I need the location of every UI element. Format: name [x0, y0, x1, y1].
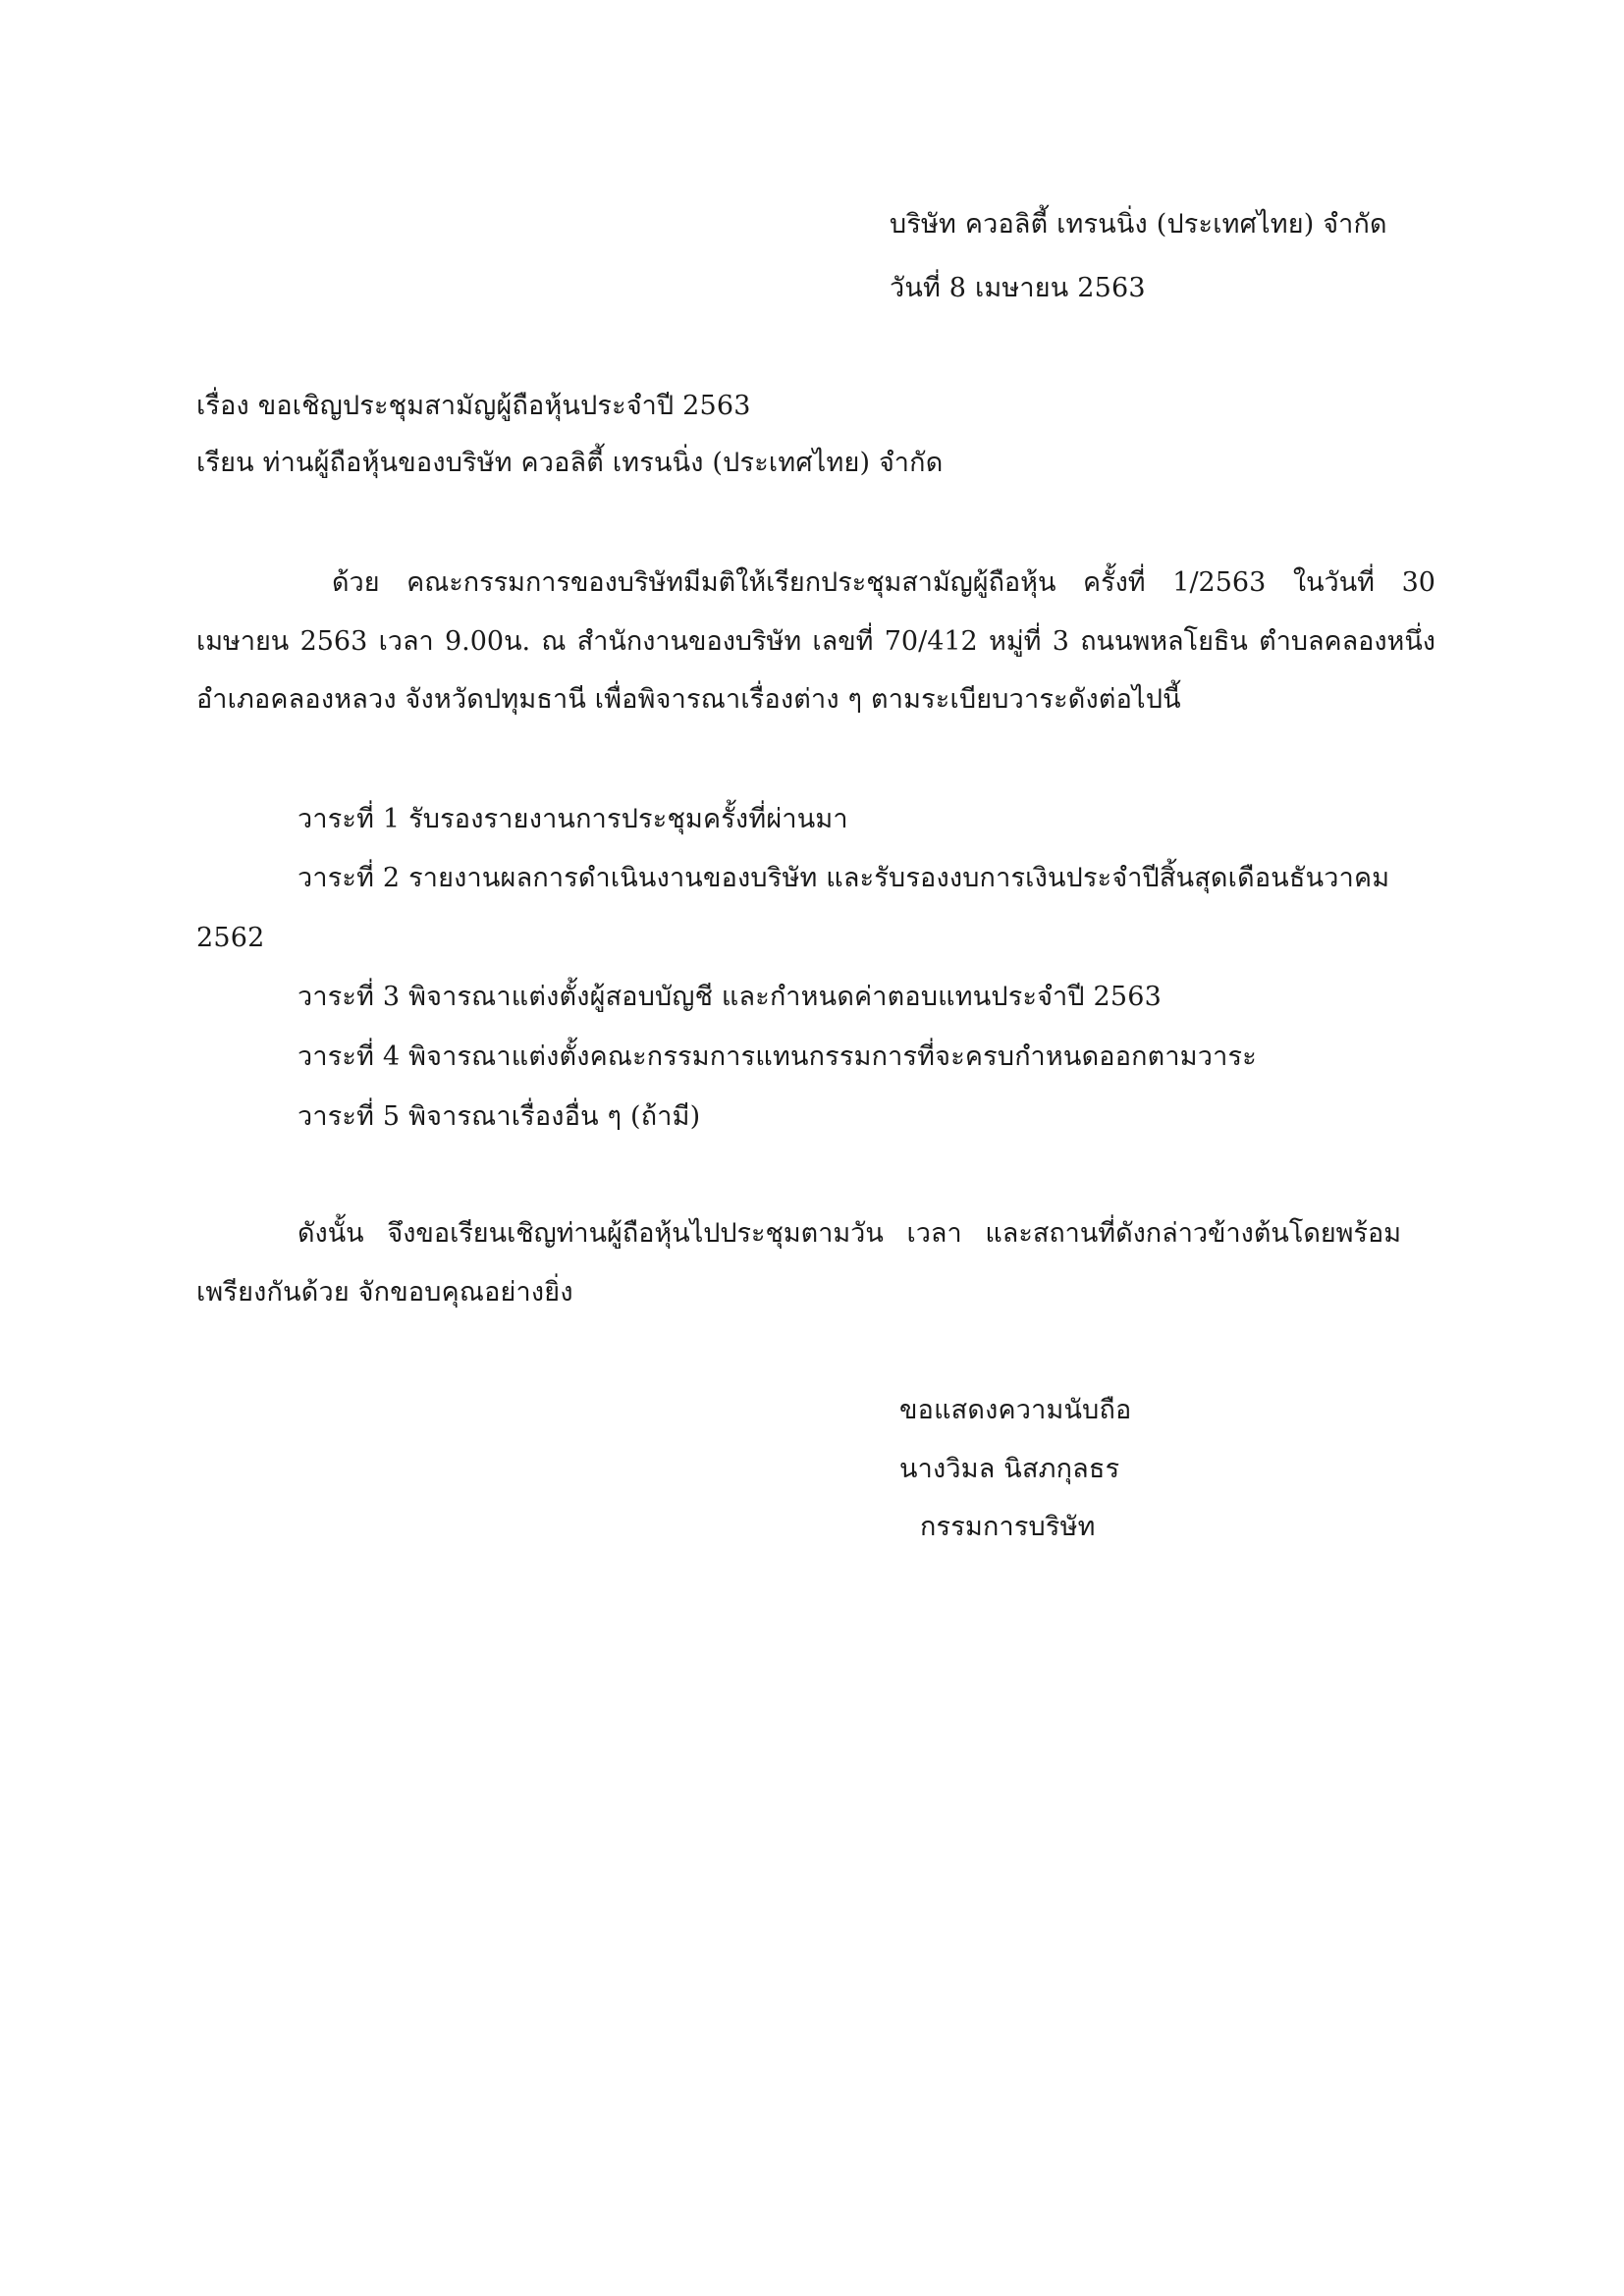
agenda-item-4: วาระที่ 4 พิจารณาแต่งตั้งคณะกรรมการแทนกรรมการที่จะครบกำหนดออกตามวาระ	[298, 1041, 1257, 1072]
agenda-item-3: วาระที่ 3 พิจารณาแต่งตั้งผู้สอบบัญชี และกำหนดค่าตอบแทนประจำปี 2563	[298, 982, 1162, 1012]
signature-name: นางวิมล นิสภกุลธร	[899, 1454, 1120, 1484]
letter-date: วันที่ 8 เมษายน 2563	[890, 273, 1146, 303]
closing-line-2: เพรียงกันด้วย จักขอบคุณอย่างยิ่ง	[196, 1277, 573, 1308]
intro-line-3: อำเภอคลองหลวง จังหวัดปทุมธานี เพื่อพิจารณาเรื่องต่าง ๆ ตามระเบียบวาระดังต่อไปนี้	[196, 684, 1181, 715]
agenda-item-1: วาระที่ 1 รับรองรายงานการประชุมครั้งที่ผ่านมา	[298, 804, 848, 834]
intro-line-1: ด้วย คณะกรรมการของบริษัทมีมติให้เรียกประชุมสามัญผู้ถือหุ้น ครั้งที่ 1/2563 ในวันที่ 30	[332, 567, 1435, 598]
company-name: บริษัท ควอลิตี้ เทรนนิ่ง (ประเทศไทย) จำกัด	[890, 209, 1387, 240]
agenda-item-2-continued: 2562	[196, 923, 265, 953]
letter-subject: เรื่อง ขอเชิญประชุมสามัญผู้ถือหุ้นประจำปี 2563	[196, 391, 751, 421]
intro-line-2: เมษายน 2563 เวลา 9.00น. ณ สำนักงานของบริษัท เลขที่ 70/412 หมู่ที่ 3 ถนนพหลโยธิน ตำบลคลองหนึ่ง	[196, 626, 1435, 657]
letter-recipient: เรียน ท่านผู้ถือหุ้นของบริษัท ควอลิตี้ เทรนนิ่ง (ประเทศไทย) จำกัด	[196, 448, 944, 478]
agenda-item-5: วาระที่ 5 พิจารณาเรื่องอื่น ๆ (ถ้ามี)	[298, 1101, 701, 1132]
signature-regards: ขอแสดงความนับถือ	[899, 1395, 1132, 1425]
closing-line-1: ดังนั้น จึงขอเรียนเชิญท่านผู้ถือหุ้นไปประชุมตามวัน เวลา และสถานที่ดังกล่าวข้างต้นโดยพร้อม	[298, 1218, 1401, 1249]
signature-title: กรรมการบริษัท	[920, 1512, 1096, 1542]
agenda-item-2: วาระที่ 2 รายงานผลการดำเนินงานของบริษัท และรับรองงบการเงินประจำปีสิ้นสุดเดือนธันวาคม	[298, 863, 1390, 893]
